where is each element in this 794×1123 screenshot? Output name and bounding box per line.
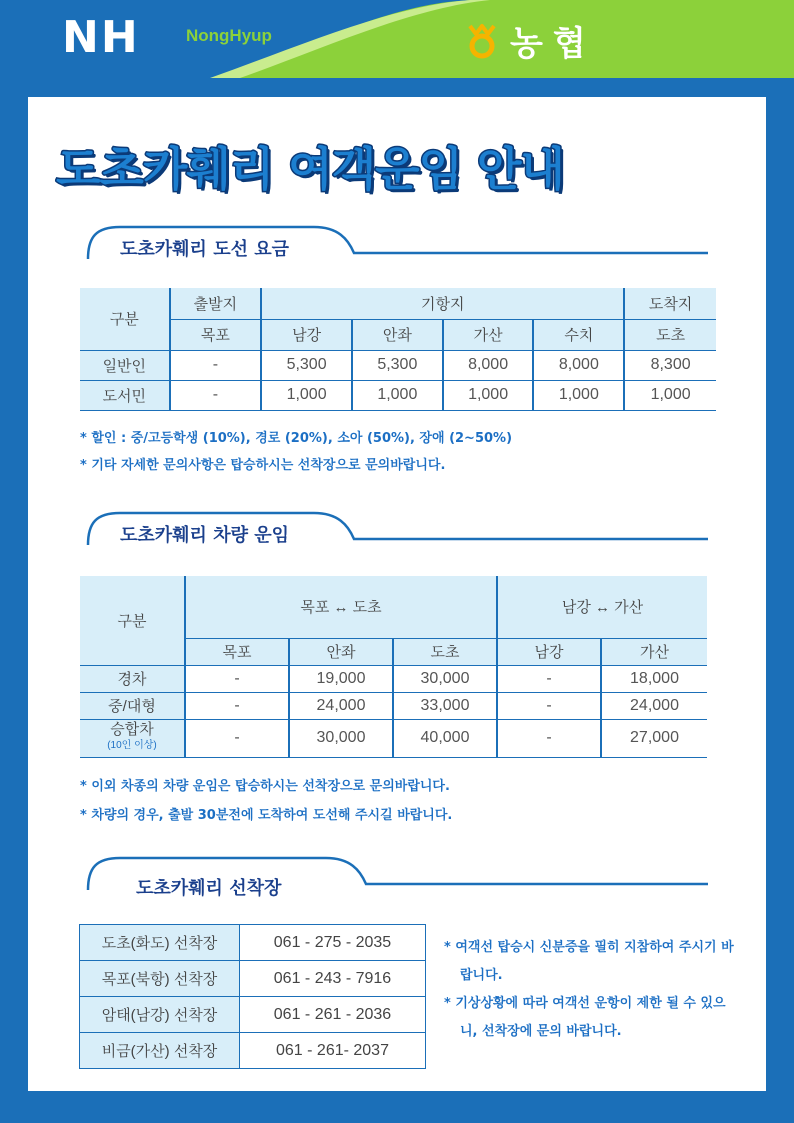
page-title: 도초카훼리 여객운임 안내 [56,142,564,196]
nh-logo: NH [62,12,140,63]
port-header: 도초 [393,638,497,665]
fare-cell: - [170,350,262,380]
section-heading-terminals [86,856,736,899]
port-header: 목포 [170,319,262,350]
fare-cell: 40,000 [393,719,497,757]
table-row [80,925,426,961]
port-header: 가산 [601,638,707,665]
terminal-phone: 061 - 261 - 2036 [240,997,426,1033]
fare-cell: 24,000 [601,692,707,719]
fare-cell: 33,000 [393,692,497,719]
content-sheet [28,97,766,1091]
fare-cell: - [497,665,601,692]
section-title-vehicle: 도초카훼리 차량 운임 [120,525,290,546]
row-label: 도서민 [80,380,170,410]
terminal-name: 비금(가산) 선착장 [80,1033,240,1069]
port-header: 도초 [624,319,716,350]
table-row [80,997,426,1033]
fare-cell: 8,000 [443,350,534,380]
fare-cell: 1,000 [443,380,534,410]
row-label: 경차 [80,665,185,692]
nonghyup-korean-logo [466,16,596,65]
fare-cell: 5,300 [352,350,443,380]
header-banner [0,0,794,78]
fare-cell: 1,000 [533,380,624,410]
note-line: * 차량의 경우, 출발 30분전에 도착하여 도선해 주시길 바랍니다. [80,808,453,823]
vehicle-fare-table [80,576,707,758]
vehicle-notes [80,772,452,830]
section-title-terminals: 도초카훼리 선착장 [136,878,282,899]
via-header: 기항지 [261,288,624,319]
fare-cell: 27,000 [601,719,707,757]
nonghyup-emblem-icon [466,22,498,60]
table-row [80,350,716,380]
fare-cell: 1,000 [352,380,443,410]
row-label: 일반인 [80,350,170,380]
route-header: 남강 ↔ 가산 [497,576,707,638]
table-row [80,380,716,410]
section-heading-fare [86,225,736,261]
table-row [80,1033,426,1069]
port-header: 목포 [185,638,289,665]
row-label: 중/대형 [80,692,185,719]
note-line: * 할인 : 중/고등학생 (10%), 경로 (20%), 소아 (50%), 장애 (2~50%) [80,431,513,446]
terminal-name: 암태(남강) 선착장 [80,997,240,1033]
route-header: 목포 ↔ 도초 [185,576,497,638]
table-row [80,961,426,997]
fare-cell: 5,300 [261,350,352,380]
nonghyup-korean-text: 농협 [510,24,596,64]
port-header: 수치 [533,319,624,350]
fare-cell: 1,000 [261,380,352,410]
port-header: 안좌 [352,319,443,350]
note-line: * 기상상황에 따라 여객선 운항이 제한 될 수 있으니, 선착장에 문의 바랍니다. [444,996,726,1039]
col-group-header: 구분 [80,576,185,665]
row-label-sub: (10인 이상) [107,740,157,751]
port-header: 남강 [497,638,601,665]
table-row [80,692,707,719]
departure-header: 출발지 [170,288,262,319]
terminal-contact-table [79,924,426,1069]
terminal-phone: 061 - 243 - 7916 [240,961,426,997]
fare-cell: - [497,719,601,757]
fare-cell: 1,000 [624,380,716,410]
fare-cell: - [497,692,601,719]
terminal-name: 도초(화도) 선착장 [80,925,240,961]
fare-cell: - [185,719,289,757]
section-heading-vehicle [86,511,736,547]
table-row [80,665,707,692]
terminal-phone: 061 - 261- 2037 [240,1033,426,1069]
port-header: 남강 [261,319,352,350]
fare-cell: 18,000 [601,665,707,692]
fare-cell: 30,000 [393,665,497,692]
fare-cell: 19,000 [289,665,393,692]
note-line: * 이외 차종의 차량 운임은 탑승하시는 선착장으로 문의바랍니다. [80,779,450,794]
passenger-fare-table [80,288,716,411]
fare-cell: - [185,692,289,719]
fare-cell: - [185,665,289,692]
table-row [80,719,707,757]
fare-cell: 8,000 [533,350,624,380]
arrival-header: 도착지 [624,288,716,319]
terminal-phone: 061 - 275 - 2035 [240,925,426,961]
fare-cell: 8,300 [624,350,716,380]
port-header: 안좌 [289,638,393,665]
nonghyup-logo-text: NongHyup [186,26,272,45]
col-group-header: 구분 [80,288,170,350]
port-header: 가산 [443,319,534,350]
section-title-fare: 도초카훼리 도선 요금 [120,239,290,260]
fare-cell: 30,000 [289,719,393,757]
fare-notes [80,425,512,479]
row-label [80,719,185,757]
terminal-name: 목포(북항) 선착장 [80,961,240,997]
note-line: * 여객선 탑승시 신분증을 필히 지참하여 주시기 바랍니다. [444,940,734,983]
fare-cell: 24,000 [289,692,393,719]
fare-cell: - [170,380,262,410]
terminal-notes [444,934,734,1046]
row-label-main: 승합차 [110,721,154,738]
note-line: * 기타 자세한 문의사항은 탑승하시는 선착장으로 문의바랍니다. [80,458,446,473]
